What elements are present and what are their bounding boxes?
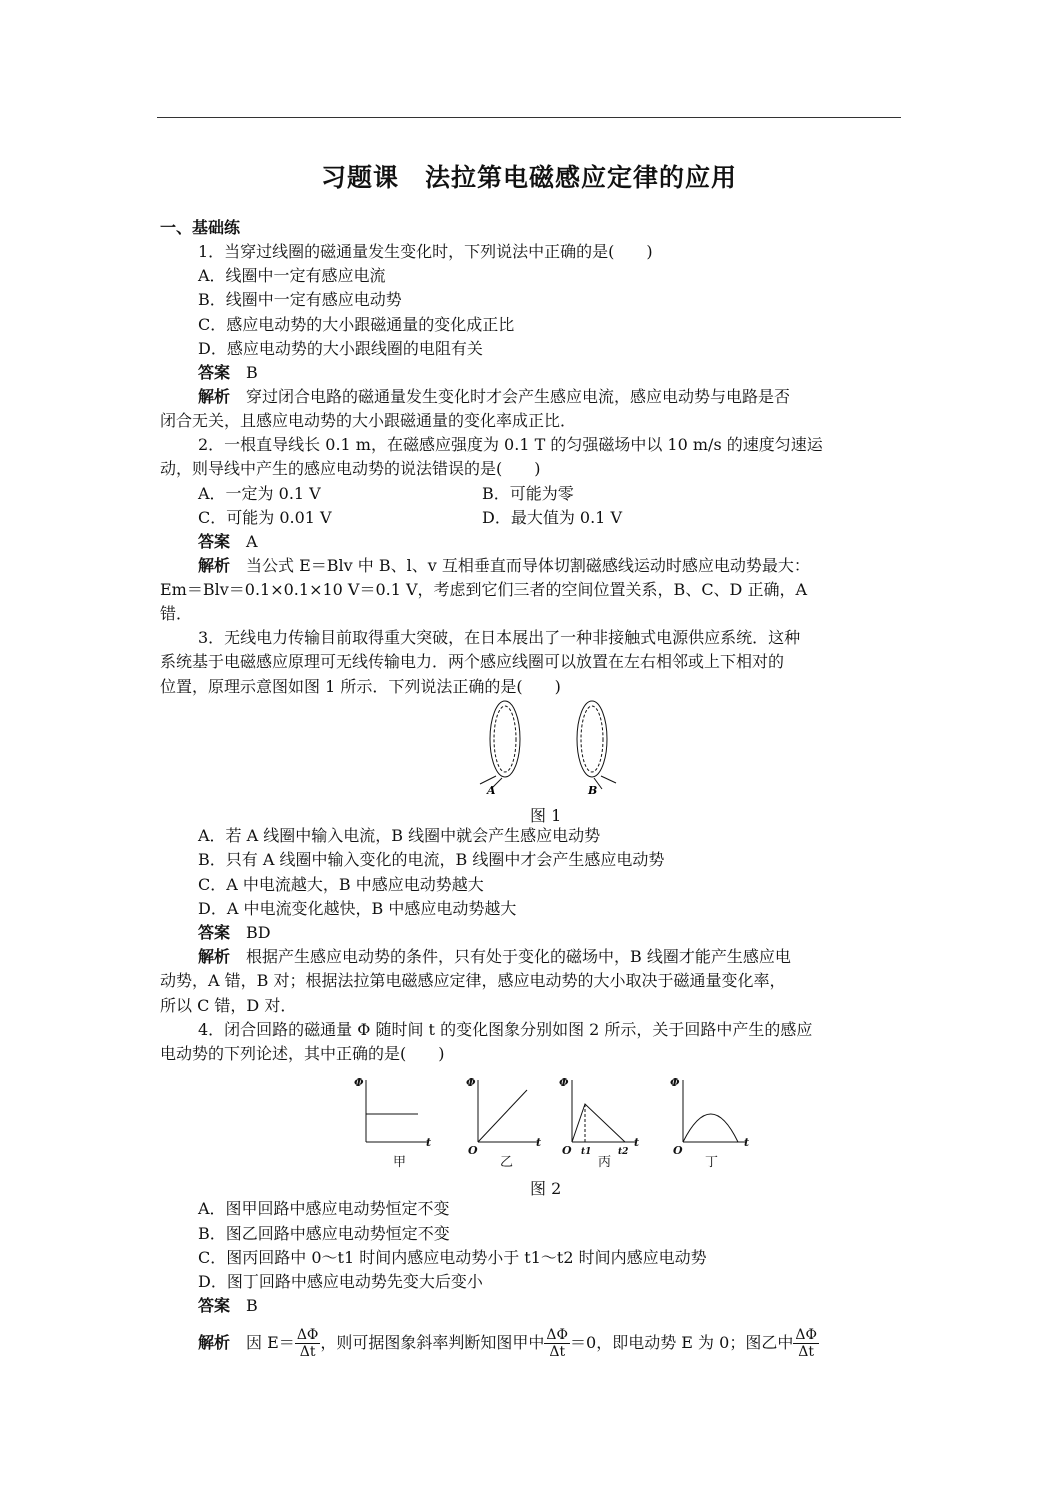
graph-ding-name: 丁: [705, 1155, 719, 1170]
fraction-dphi-dt: [295, 1327, 321, 1360]
coil-a-lead-1: [480, 776, 496, 784]
fraction-dphi-dt: [793, 1327, 819, 1360]
q3-stem-2: 系统基于电磁感应原理可无线传输电力．两个感应线圈可以放置在左右相邻或上下相对的: [160, 652, 785, 671]
graph-bing-t1: t1: [581, 1147, 592, 1157]
fraction-numerator: ΔΦ: [296, 1327, 319, 1343]
answer-label: 答案: [198, 363, 231, 382]
q3-stem-1: 3．无线电力传输目前取得重大突破，在日本展出了一种非接触式电源供应系统．这种: [198, 628, 801, 647]
fig1-caption: 图 1: [530, 806, 562, 825]
q2-options-row2: [198, 508, 898, 528]
q4-option-d: D．图丁回路中感应电动势先变大后变小: [198, 1272, 483, 1291]
coil-a-inner: [494, 706, 516, 772]
graph-yi-name: 乙: [500, 1155, 514, 1170]
q1-answer: [198, 363, 258, 383]
q3-answer: [198, 923, 271, 943]
graph-ding-ylabel: Φ: [670, 1076, 680, 1089]
q4-stem-1: 4．闭合回路的磁通量 Φ 随时间 t 的变化图象分别如图 2 所示，关于回路中产生的感应: [198, 1020, 813, 1039]
answer-label: 答案: [198, 923, 231, 942]
q2-stem-2: 动，则导线中产生的感应电动势的说法错误的是( ): [160, 459, 541, 478]
graph-jia-xlabel: t: [426, 1136, 432, 1149]
q3-option-b: B．只有 A 线圈中输入变化的电流，B 线圈中才会产生感应电动势: [198, 850, 665, 869]
q2-option-a: A．一定为 0.1 V: [198, 484, 321, 503]
q4-option-c: C．图丙回路中 0～t1 时间内感应电动势小于 t1～t2 时间内感应电动势: [198, 1248, 707, 1267]
q1-answer-value: B: [246, 363, 258, 382]
q4-stem-2: 电动势的下列论述，其中正确的是( ): [160, 1044, 445, 1063]
q3-option-a: A．若 A 线圈中输入电流，B 线圈中就会产生感应电动势: [198, 826, 601, 845]
q3-analysis-1: [198, 947, 791, 967]
q2-answer-value: A: [246, 532, 258, 551]
graph-ding-origin: O: [673, 1144, 683, 1157]
q3-option-d: D．A 中电流变化越快，B 中感应电动势越大: [198, 899, 517, 918]
q4-analysis-text-2: ，则可据图象斜率判断知图甲中: [320, 1333, 545, 1352]
q2-answer: [198, 532, 258, 552]
q4-option-b: B．图乙回路中感应电动势恒定不变: [198, 1224, 450, 1243]
coil-b-label: B: [588, 784, 598, 797]
graph-bing-curve: [572, 1104, 625, 1142]
graph-bing-origin: O: [562, 1144, 572, 1157]
analysis-label: 解析: [198, 387, 231, 406]
section-heading: 一、基础练: [160, 218, 241, 237]
graph-yi-xlabel: t: [536, 1136, 542, 1149]
graph-bing-name: 丙: [598, 1155, 612, 1170]
fraction-denominator: Δt: [798, 1344, 814, 1360]
q2-analysis-2: Em＝Blv＝0.1×0.1×10 V＝0.1 V，考虑到它们三者的空间位置关系，B、C、D 正确，A: [160, 580, 808, 599]
q4-analysis-1: [198, 1324, 819, 1362]
fig2-caption: 图 2: [530, 1179, 562, 1198]
fraction-denominator: Δt: [299, 1344, 316, 1360]
analysis-label: 解析: [198, 947, 231, 966]
q2-option-c: C．可能为 0.01 V: [198, 508, 332, 527]
graph-bing-xlabel: t: [634, 1136, 640, 1149]
q3-option-c: C．A 中电流越大，B 中感应电动势越大: [198, 875, 484, 894]
q1-analysis-2: 闭合无关，且感应电动势的大小跟磁通量的变化率成正比．: [160, 411, 577, 430]
phi-graphs-figure: [340, 1066, 760, 1176]
coils-figure: [470, 697, 630, 797]
graph-jia-name: 甲: [393, 1155, 407, 1170]
q1-stem: 1．当穿过线圈的磁通量发生变化时，下列说法中正确的是( ): [198, 242, 653, 261]
q1-analysis-1: [198, 387, 790, 407]
q4-answer-value: B: [246, 1296, 258, 1315]
answer-label: 答案: [198, 532, 231, 551]
analysis-label: 解析: [198, 1333, 231, 1352]
q4-option-a: A．图甲回路中感应电动势恒定不变: [198, 1199, 450, 1218]
q2-options-row1: [198, 484, 898, 504]
q2-analysis-1: [198, 556, 810, 576]
q3-answer-value: BD: [246, 923, 271, 942]
q1-option-b: B．线圈中一定有感应电动势: [198, 290, 402, 309]
graph-jia-ylabel: Φ: [354, 1076, 364, 1089]
q1-analysis-text: 穿过闭合电路的磁通量发生变化时才会产生感应电流，感应电动势与电路是否: [246, 387, 791, 406]
q2-option-b: B．可能为零: [482, 484, 574, 503]
graph-yi-ylabel: Φ: [466, 1076, 476, 1089]
coil-b-lead-1: [601, 776, 616, 783]
fraction-numerator: ΔΦ: [546, 1327, 569, 1343]
q3-analysis-text: 根据产生感应电动势的条件，只有处于变化的磁场中，B 线圈才能产生感应电: [246, 947, 791, 966]
q1-option-a: A．线圈中一定有感应电流: [198, 266, 386, 285]
page-title: 习题课 法拉第电磁感应定律的应用: [320, 163, 737, 192]
graph-ding-curve: [683, 1114, 738, 1142]
fraction-denominator: Δt: [549, 1344, 566, 1360]
graph-ding-xlabel: t: [744, 1136, 750, 1149]
graph-yi-curve: [478, 1090, 527, 1142]
coil-a-label: A: [487, 784, 496, 797]
header-rule: [157, 117, 901, 118]
graph-bing-t2: t2: [618, 1147, 629, 1157]
q1-option-d: D．感应电动势的大小跟线圈的电阻有关: [198, 339, 483, 358]
q3-stem-3: 位置，原理示意图如图 1 所示．下列说法正确的是( ): [160, 677, 561, 696]
q1-option-c: C．感应电动势的大小跟磁通量的变化成正比: [198, 315, 515, 334]
analysis-label: 解析: [198, 556, 231, 575]
graph-yi-origin: O: [468, 1144, 478, 1157]
q3-analysis-2: 动势，A 错，B 对；根据法拉第电磁感应定律，感应电动势的大小取决于磁通量变化率，: [160, 971, 786, 990]
q2-analysis-3: 错．: [160, 604, 193, 623]
coil-b-inner: [581, 706, 603, 772]
fraction-numerator: ΔΦ: [795, 1327, 817, 1343]
q4-analysis-text-3: ＝0，即电动势 E 为 0；图乙中: [570, 1333, 794, 1352]
q4-answer: [198, 1296, 258, 1316]
q3-analysis-3: 所以 C 错，D 对．: [160, 996, 297, 1015]
q4-analysis-text-1: 因 E＝: [246, 1333, 295, 1352]
q2-option-d: D．最大值为 0.1 V: [482, 508, 623, 527]
fraction-dphi-dt: [544, 1327, 570, 1360]
graph-bing-ylabel: Φ: [559, 1076, 569, 1089]
answer-label: 答案: [198, 1296, 231, 1315]
q2-analysis-text: 当公式 E＝Blv 中 B、l、v 互相垂直而导体切割磁感线运动时感应电动势最大：: [246, 556, 810, 575]
q2-stem-1: 2．一根直导线长 0.1 m，在磁感应强度为 0.1 T 的匀强磁场中以 10 m/s 的速度匀速运: [198, 435, 823, 454]
